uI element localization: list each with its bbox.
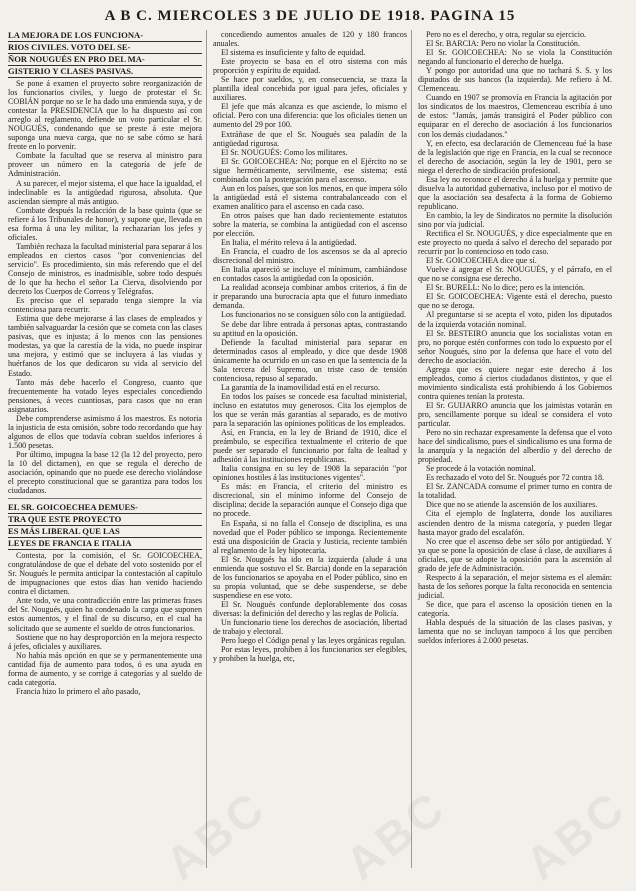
paragraph: Pero no sin rechazar expresamente la defensa que el voto hace del sindicalismo, pues el sindicalismo es una forma de la anarquía y la negación del alberdío y del derecho de propiedad. [418, 428, 612, 465]
column-3 [418, 30, 612, 868]
paragraph: Italia consigna en su ley de 1908 la separación "por opiniones hostiles á las instituciones vigentes". [213, 464, 407, 483]
paragraph: No cree que el ascenso debe ser sólo por antigüedad. Y ya que se pone la oposición de clase á clase, de auxiliares á oficiales, que se adopte la oposición para la ascensión al grado de jefe de Administración. [418, 536, 612, 573]
paragraph: En cambio, la ley de Sindicatos no permite la disolución sino por vía judicial. [418, 210, 612, 229]
paragraph: Debe comprenderse asimismo á los maestros. Es notoria la injusticia de esta omisión, sobre todo recordando que hay algunos de ellos que todavía cobran sueldos inferiores á 1.500 pesetas. [8, 413, 202, 450]
paragraph: En otros países que han dado recientemente estatutos sobre la materia, se combina la antigüedad con el ascenso por elección. [213, 210, 407, 239]
paragraph: Los funcionarios no se consiguen sólo con la antigüedad. [221, 310, 406, 320]
paragraph: El sistema es insuficiente y falto de equidad. [221, 48, 366, 58]
paragraph: Ante todo, ve una contradicción entre las primeras frases del Sr. Nougués, quien ha condenado la carga que suponen estos aumentos, y el final de su discurso, en el cual ha solicitado que se aumente el sueldo de otros funcionarios. [8, 596, 202, 633]
paragraph: Habla después de la situación de las clases pasivas, y lamenta que no se incluyan tampoco á los que perciben sueldos inferiores á 2.000 pesetas. [418, 618, 612, 646]
paragraph: Agrega que es quiere negar este derecho á los empleados, como á ciertos ciudadanos distintos, y que el movimiento sindicalista está prohibiendo á los Gobiernos contra quienes tenían la protesta. [418, 364, 612, 401]
paragraph: Cuando en 1907 se promovía en Francia la agitación por los sindicatos de los maestros, Clemenceau escribía á uno de estos: "Jamás, jamás transigirá el Poder público con equiparar en el derecho de asociación á los funcionarios con los demás ciudadanos." [418, 93, 612, 139]
paragraph: El Sr. BESTEIRO anuncia que los socialistas votan en pro, no porque estén conformes con todo lo expuesto por el señor Nougués, sino por la defensa que hace el voto del derecho de asociación. [418, 328, 612, 365]
paragraph: El Sr. BURELL: No lo dice; pero es la intención. [426, 283, 585, 293]
paragraph: Francia hizo lo primero el año pasado, [16, 686, 141, 696]
paragraph: Estima que debe mejorarse á las clases de empleados y también salvaguardar la cesión que se cometa con las clases pasivas, que es injusta; á lo menos con las pensiones modestas, ya que la carestía de la vida, no puede inspirar una mejora, y estimó que se incluyera á las viudas y huérfanos de los que dedicaron su vida al servicio del Estado. [8, 314, 202, 378]
paragraph: Pero luego el Código penal y las leyes orgánicas regulan. [221, 636, 407, 646]
heading-line: RIOS CIVILES. VOTO DEL SE- [8, 42, 202, 54]
paragraph: Es preciso que el separado tenga siempre la vía contenciosa para recurrir. [8, 296, 202, 315]
paragraph: Cita el ejemplo de Inglaterra, donde los auxiliares ascienden dentro de la misma categoría, y pueden llegar hasta mayor grado del escalafón. [418, 509, 612, 537]
paragraph: Pero no es el derecho, y otra, regular su ejercicio. [426, 30, 587, 39]
paragraph: Un funcionario tiene los derechos de asociación, libertad de trabajo y electoral. [213, 618, 407, 637]
paragraph: La realidad aconseja combinar ambos criterios, á fin de ir preparando una burocracia apta que el futuro inmediato demanda. [213, 283, 407, 311]
page-header: A B C. MIERCOLES 3 DE JULIO DE 1918. PAGINA 15 [104, 8, 516, 24]
paragraph: Sostiene que no hay desproporción en la mejora respecto á jefes, oficiales y auxiliares. [8, 632, 202, 651]
paragraph: Y, en efecto, esa declaración de Clemenceau fué la base de la legislación que rige en Francia, en la cual se reconoce el derecho de asociación, según la ley de 1901, pero se niega el derecho de sindicación profesional. [418, 138, 612, 175]
paragraph: El Sr. GOICOECHEA: Vigente está el derecho, puesto que no se deroga. [418, 292, 612, 311]
paragraph: Se procede á la votación nominal. [426, 464, 536, 474]
watermark: ABC [515, 780, 636, 890]
paragraph: Es rechazado el voto del Sr. Nougués por 72 contra 18. [426, 473, 605, 483]
paragraph: Esa ley no reconoce el derecho á la huelga y permite que disuelva la autoridad gubernativa, incluso por el motivo de que la asociación sea desafecta á la forma de Gobierno republicano. [418, 174, 612, 211]
column-2 [213, 30, 412, 868]
section-heading-2 [8, 502, 202, 550]
paragraph: Extráñase de que el Sr. Nougués sea paladín de la antigüedad rigurosa. [213, 129, 407, 148]
paragraph: En Italia apareció se incluye el mínimum, cambiándose en contados casos la antigüedad con la oposición. [213, 265, 407, 284]
heading-line: LEYES DE FRANCIA E ITALIA [8, 538, 202, 550]
paragraph: Es más: en Francia, el criterio del ministro es discrecional, sin el mínimo informe del Consejo de disciplina; decide la separación aunque el Consejo diga que no procede. [213, 482, 407, 519]
paragraph: El Sr. GOICOECHEA: No se viola la Constitución negando al funcionario el derecho de huelga. [418, 48, 612, 67]
heading-line: TRA QUE ESTE PROYECTO [8, 514, 202, 526]
paragraph: En todos los países se concede esa facultad ministerial, incluso en estatutos muy generosos. Cita los ejemplos de los que se verán más garantías al separado, es de motivo para la separación las opiniones políticas de los empleados. [213, 391, 407, 429]
paragraph: El Sr. BARCIA: Pero no violar la Constitución. [426, 39, 581, 49]
column-1 [8, 30, 207, 868]
columns [8, 30, 612, 868]
paragraph: Por estas leyes, prohiben á los funcionarios ser elegibles, y prohiben la huelga, etc, [213, 645, 407, 664]
paragraph: No había más opción en que se y permanentemente una cantidad fija de aumento para todos, ó es una ayuda en forma de aumento, y se corrige á categorías y al sueldo de cada categoría. [8, 650, 202, 687]
watermark: ABC [335, 780, 456, 890]
paragraph: El Sr. GOICOECHEA dice que sí. [426, 256, 537, 266]
paragraph: Rectifica el Sr. NOUGUÉS, y dice especialmente que en este proyecto no queda á salvo el derecho del separado por recurrir por lo contencioso en todo caso. [418, 229, 612, 257]
paragraph: El Sr. GUIJARRO anuncia que los jaimistas votarán en pro, sencillamente porque su ideal se considera el voto particular. [418, 400, 612, 429]
paragraph: concediendo aumentos anuales de 120 y 180 francos anuales. [213, 30, 407, 49]
paragraph: Se dice, que para el ascenso la oposición tienen en la categoría. [418, 599, 612, 618]
paragraph: Al preguntarse si se acepta el voto, piden los diputados de la izquierda votación nominal. [418, 310, 612, 329]
paragraph: Se hace por sueldos, y, en consecuencia, se traza la plantilla ideal concebida por igual para jefes, oficiales y auxiliares. [213, 75, 407, 103]
paragraph: A su parecer, el mejor sistema, el que hace la igualdad, el indeclinable es la antigüedad rigurosa, absoluta. Que asciendan siempre al más antiguo. [8, 178, 202, 206]
divider [8, 498, 202, 499]
paragraph: Y pongo por autoridad una que no tachará S. S. y los diputados de sus bancos (la izquierda). Me refiero á M. Clemenceau. [418, 66, 612, 94]
paragraph: Así, en Francia, en la ley de Briand de 1910, dice el preámbulo, se especifica textualmente el criterio de que puede ser separado el funcionario por falta de lealtad y adhesión á las instituciones republicanas. [213, 428, 407, 465]
watermark: ABC [155, 780, 276, 890]
heading-line: ES MÁS LIBERAL QUE LAS [8, 526, 202, 538]
paragraph: Por último, impugna la base 12 (la 12 del proyecto, pero la 10 del dictamen), en que se regula el derecho de asociación, opinando que no puede ese derecho violándose el precepto constitucional que se garantiza para todos los ciudadanos. [8, 449, 202, 496]
paragraph: Se debe dar libre entrada á personas aptas, contrastando su aptitud en la oposición. [213, 319, 407, 338]
paragraph: Combate después la redacción de la base quinta (que se refiere á los Tribunales de honor), y supone que, llevada en esa forma á una ley militar, la rechazarían los jefes y oficiales. [8, 205, 202, 242]
paragraph: El jefe que más alcanza es que asciende, lo mismo el oficial. Pero con una diferencia: que los oficiales tienen un aumento del 29 por 100. [213, 102, 407, 130]
paragraph: Respecto á la separación, el mejor sistema es el alemán: hasta de los señores porque la falta reconocida en sentencia judicial. [418, 572, 612, 600]
paragraph: Defiende la facultad ministerial para separar en determinados casos al empleado, y dice que desde 1908 únicamente ha ocurrido en un caso en que la sentencia de la Sala tercera del Supremo, un triste caso de tensión contenciosa, repuso al separado. [213, 337, 407, 383]
paragraph: En España, si no falla el Consejo de disciplina, es una novedad que el Poder público se imponga. Recientemente está una disposición de Gracia y Justicia, reciente también al reglamento de la ley hipotecaria. [213, 518, 407, 555]
paragraph: Este proyecto se basa en el otro sistema con más proporción y espíritu de equidad. [213, 57, 407, 76]
paragraph: El Sr. NOUGUÉS: Como los militares. [221, 147, 348, 157]
paragraph: Contesta, por la comisión, el Sr. GOICOECHEA, congratulándose de que el debate del voto sostenido por el Sr. Nougués le permita anticipar la contestación al capítulo de impugnaciones que estos días han venido haciendo contra el dictamen. [8, 551, 202, 597]
paragraph: El Sr. GOICOECHEA: No; porque en el Ejército no se sigue herméticamente, servilmente, ese sistema; está combinada con la postergación para el ascenso. [213, 156, 407, 184]
heading-line: ÑOR NOUGUÉS EN PRO DEL MA- [8, 54, 202, 66]
paragraph: Combate la facultad que se reserva al ministro para proveer un número en la categoría de jefe de Administración. [8, 151, 202, 179]
paragraph: El Sr. ZANCADA consume el primer turno en contra de la totalidad. [418, 482, 612, 501]
heading-line: EL SR. GOICOECHEA DEMUES- [8, 502, 202, 514]
paragraph: También rechaza la facultad ministerial para separar á los empleados en ciertos casos "por conveniencias del servicio". Es procedimiento, sin más referendo que el del Consejo de ministros, es inadmisible, sobre todo después de lo que ha hecho el señor La Cierva, disolviendo por decreto los Cuerpos de Correos y Telégrafos. [8, 241, 202, 297]
paragraph: Aun en los países, que son los menos, en que impera sólo la antigüedad está el sistema contrabalanceado con el examen analítico para el ascenso en cada caso. [213, 183, 407, 211]
paragraph: Dice que no se atiende la ascensión de los auxiliares. [426, 500, 598, 510]
paragraph: La garantía de la inamovilidad está en el recurso. [221, 382, 380, 392]
paragraph: En Italia, el mérito releva á la antigüedad. [221, 238, 357, 248]
paragraph: En Francia, el cuadro de los ascensos se da al aprecio discrecional del ministro. [213, 247, 407, 266]
heading-line: LA MEJORA DE LOS FUNCIONA- [8, 30, 202, 42]
paragraph: Vuelve á agregar el Sr. NOUGUÉS, y el párrafo, en el que no se consigna ese derecho. [418, 265, 612, 284]
paragraph: Se pone á examen el proyecto sobre reorganización de los funcionarios civiles, y luego de protestar el Sr. COBIÁN porque no se le ha dado una enmienda suya, y de contestar la PRESIDENCIA que lo ha dispuesto así con arreglo al reglamento, defiende un voto particular el Sr. NOUGUÉS, condenando que se preste á este mejora suponga una nueva carga, que no se sabe cómo se hará frente en lo porvenir. [8, 79, 202, 152]
section-heading-1 [8, 30, 202, 78]
paragraph: Tanto más debe hacerlo el Congreso, cuanto que frecuentemente ha votado leyes especiales concediendo pensiones, á veces cuantiosas, para casos que no eran asignatarios. [8, 377, 202, 414]
paragraph: El Sr. Nougués ha ido en la izquierda (alude á una enmienda que sostuvo el Sr. Barcia) donde en la separación de los funcionarios se apoyaba en el Poder público, sino en su propia voluntad, que se debe suspenderse, se debe suspendiese en ese voto. [213, 554, 407, 600]
paragraph: El Sr. Nougués confunde deplorablemente dos cosas diversas: la definición del derecho y las reglas de Policía. [213, 599, 407, 618]
heading-line: GISTERIO Y CLASES PASIVAS. [8, 66, 202, 78]
